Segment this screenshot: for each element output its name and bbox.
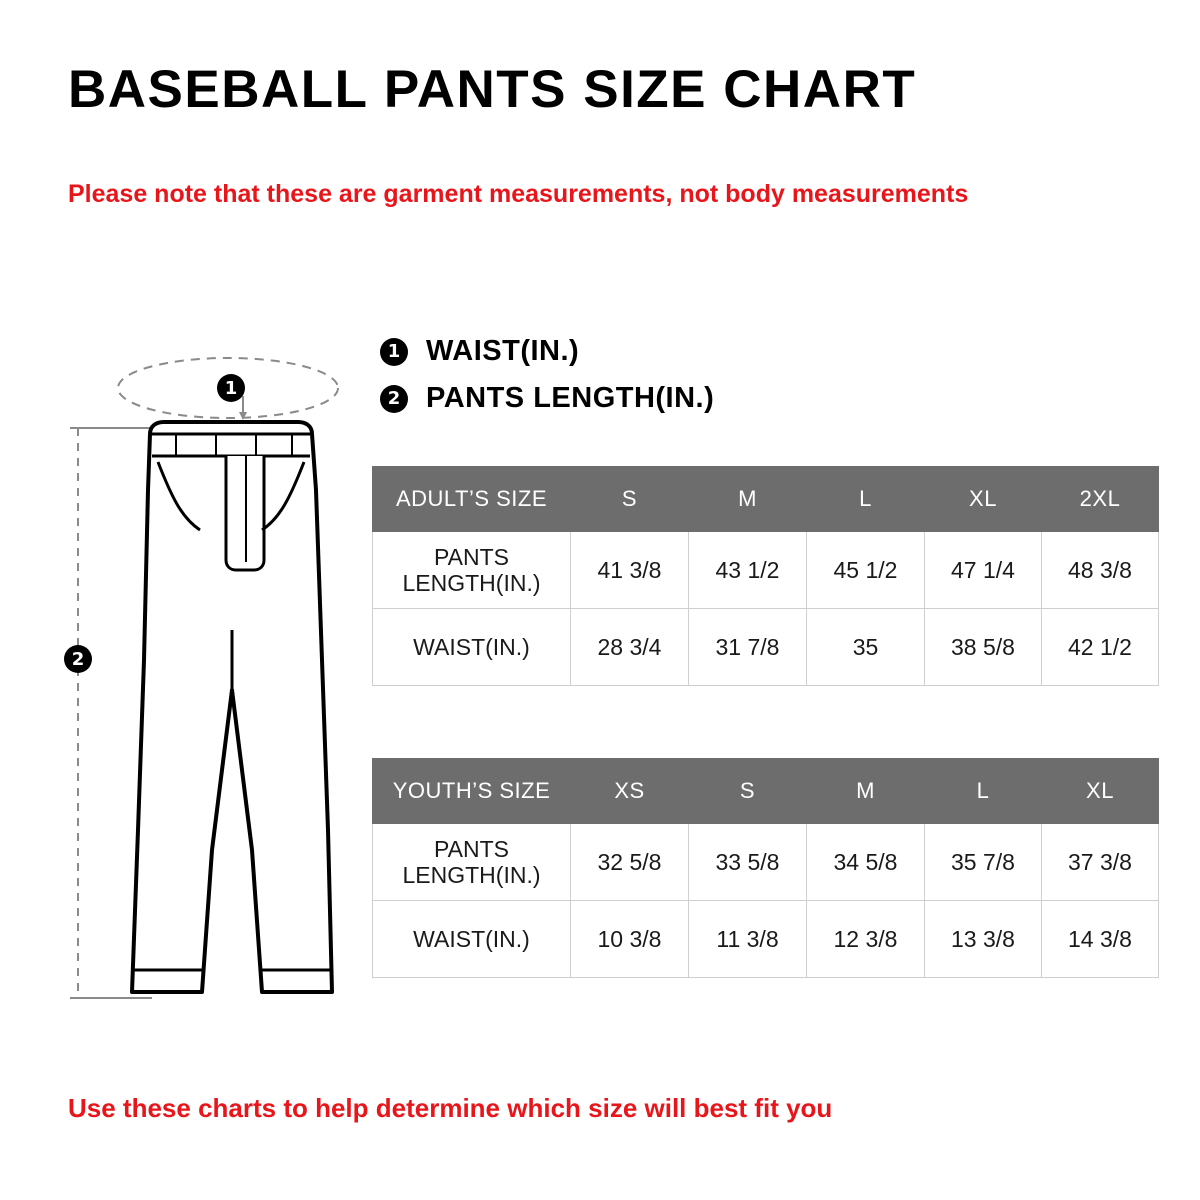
adult-table-header-row xyxy=(373,467,1159,532)
youth-size-table xyxy=(372,758,1159,978)
table-row xyxy=(373,532,1159,609)
adult-length-l: 45 1/2 xyxy=(807,532,925,609)
adult-length-2xl: 48 3/8 xyxy=(1042,532,1159,609)
footer-note: Use these charts to help determine which size will best fit you xyxy=(68,1093,833,1123)
adult-size-xl: XL xyxy=(925,467,1042,532)
adult-size-l: L xyxy=(807,467,925,532)
youth-size-xs: XS xyxy=(571,759,689,824)
adult-size-2xl: 2XL xyxy=(1042,467,1159,532)
youth-length-l: 35 7/8 xyxy=(925,824,1042,901)
pants-diagram-svg xyxy=(40,330,380,1030)
table-row xyxy=(373,824,1159,901)
adult-size-m: M xyxy=(689,467,807,532)
adult-waist-xl: 38 5/8 xyxy=(925,609,1042,686)
youth-waist-l: 13 3/8 xyxy=(925,901,1042,978)
legend-label-waist: WAIST(IN.) xyxy=(426,335,580,367)
adult-row-label-waist: WAIST(IN.) xyxy=(373,609,571,686)
youth-length-xs: 32 5/8 xyxy=(571,824,689,901)
pants-diagram xyxy=(40,330,380,1035)
youth-size-s: S xyxy=(689,759,807,824)
measurement-note: Please note that these are garment measurements, not body measurements xyxy=(68,180,969,208)
page-title: BASEBALL PANTS SIZE CHART xyxy=(68,60,917,119)
youth-waist-m: 12 3/8 xyxy=(807,901,925,978)
youth-length-xl: 37 3/8 xyxy=(1042,824,1159,901)
diagram-marker-two-icon: 2 xyxy=(64,645,92,673)
table-row xyxy=(373,901,1159,978)
legend-item-waist xyxy=(380,335,714,368)
adult-table-corner: ADULT’S SIZE xyxy=(373,467,571,532)
youth-table-header-row xyxy=(373,759,1159,824)
youth-waist-s: 11 3/8 xyxy=(689,901,807,978)
adult-waist-m: 31 7/8 xyxy=(689,609,807,686)
legend-label-length: PANTS LENGTH(IN.) xyxy=(426,382,715,414)
youth-size-l: L xyxy=(925,759,1042,824)
adult-length-s: 41 3/8 xyxy=(571,532,689,609)
youth-row-label-waist: WAIST(IN.) xyxy=(373,901,571,978)
adult-waist-s: 28 3/4 xyxy=(571,609,689,686)
youth-waist-xl: 14 3/8 xyxy=(1042,901,1159,978)
adult-size-table xyxy=(372,466,1159,686)
youth-length-s: 33 5/8 xyxy=(689,824,807,901)
diagram-marker-one-icon: 1 xyxy=(217,374,245,402)
youth-waist-xs: 10 3/8 xyxy=(571,901,689,978)
adult-length-xl: 47 1/4 xyxy=(925,532,1042,609)
adult-waist-l: 35 xyxy=(807,609,925,686)
marker-two-icon: 2 xyxy=(380,385,408,413)
table-row xyxy=(373,609,1159,686)
youth-length-m: 34 5/8 xyxy=(807,824,925,901)
youth-size-xl: XL xyxy=(1042,759,1159,824)
adult-length-m: 43 1/2 xyxy=(689,532,807,609)
youth-table-corner: YOUTH’S SIZE xyxy=(373,759,571,824)
legend xyxy=(380,335,714,429)
adult-waist-2xl: 42 1/2 xyxy=(1042,609,1159,686)
adult-size-s: S xyxy=(571,467,689,532)
youth-row-label-length: PANTS LENGTH(IN.) xyxy=(373,824,571,901)
legend-item-length xyxy=(380,382,714,415)
marker-one-icon: 1 xyxy=(380,338,408,366)
adult-row-label-length: PANTS LENGTH(IN.) xyxy=(373,532,571,609)
youth-size-m: M xyxy=(807,759,925,824)
